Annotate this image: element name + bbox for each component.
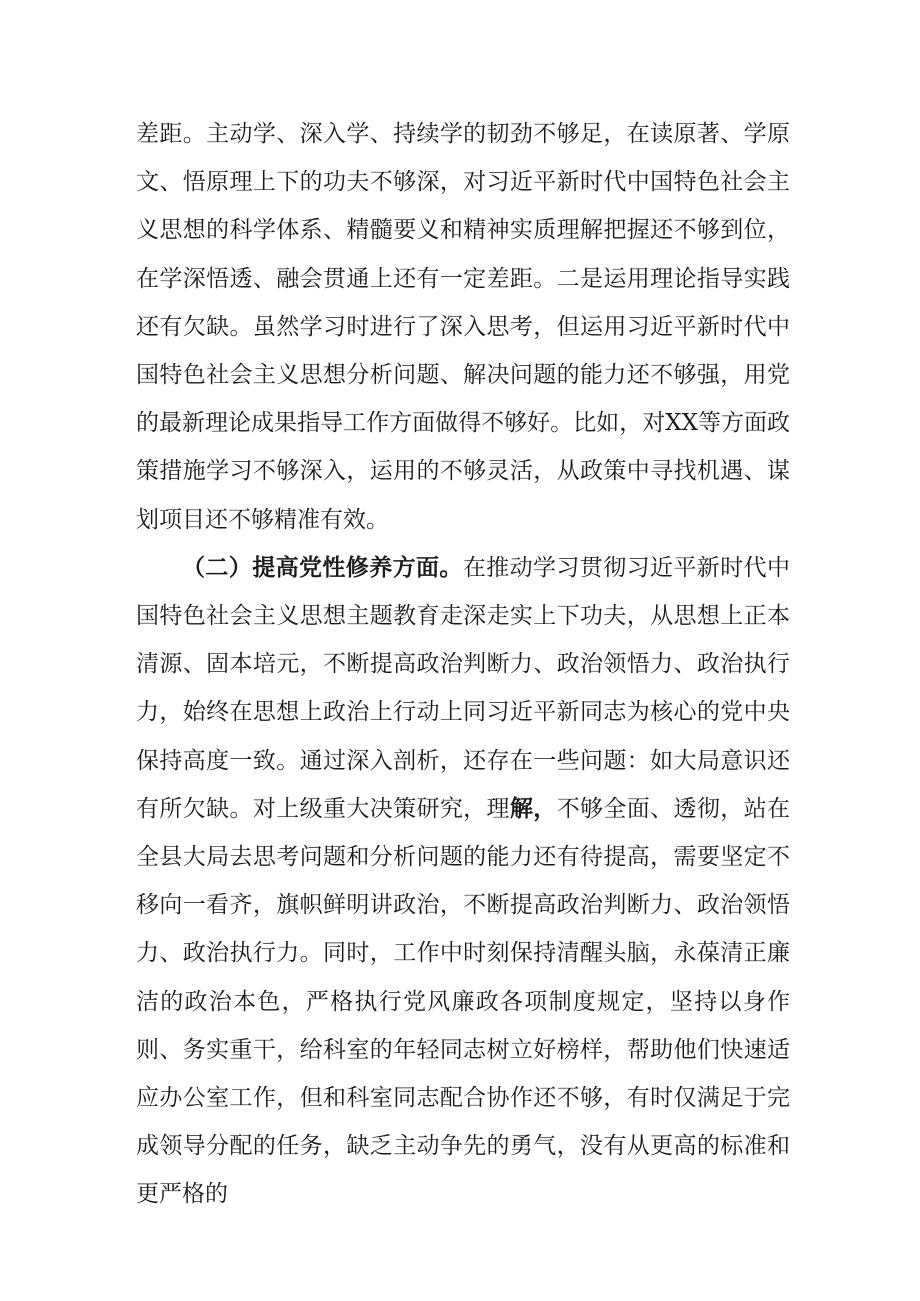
paragraph-continued: [136, 110, 790, 544]
document-body: [136, 110, 790, 1219]
bold-emphasis: 解，: [509, 794, 557, 822]
paragraph-text: 不够全面、透彻，站在全县大局去思考问题和分析问题的能力还有待提高，需要坚定不移向一看齐，旗帜鲜明讲政治，不断提高政治判断力、政治领悟力、政治执行力。同时，工作中时刻保持清醒头脑，永葆清正廉洁的政治本色，严格执行党风廉政各项制度规定，坚持以身作则、务实重干，给科室的年轻同志树立好榜样，帮助他们快速适应办公室工作，但和科室同志配合协作还不够，有时仅满足于完成领导分配的任务，缺乏主动争先的勇气，没有从更高的标准和更严格的: [136, 795, 791, 1208]
paragraph-section-two: [136, 544, 790, 1219]
paragraph-text: 差距。主动学、深入学、持续学的韧劲不够足，在读原著、学原文、悟原理上下的功夫不够深，对习近平新时代中国特色社会主义思想的科学体系、精髓要义和精神实质理解把握还不够到位，在学深悟透、融会贯通上还有一定差距。二是运用理论指导实践还有欠缺。虽然学习时进行了深入思考，但运用习近平新时代中国特色社会主义思想分析问题、解决问题的能力还不够强，用党的最新理论成果指导工作方面做得不够好。比如，对XX等方面政策措施学习不够深入，运用的不够灵活，从政策中寻找机遇、谋划项目还不够精准有效。: [136, 121, 790, 533]
paragraph-text: 在推动学习贯彻习近平新时代中国特色社会主义思想主题教育走深走实上下功夫，从思想上正本清源、固本培元，不断提高政治判断力、政治领悟力、政治执行力，始终在思想上政治上行动上同习近平新同志为核心的党中央保持高度一致。通过深入剖析，还存在一些问题：如大局意识还有所欠缺。对上级重大决策研究，理: [136, 554, 791, 822]
section-heading: （二）提高党性修养方面。: [182, 553, 463, 581]
